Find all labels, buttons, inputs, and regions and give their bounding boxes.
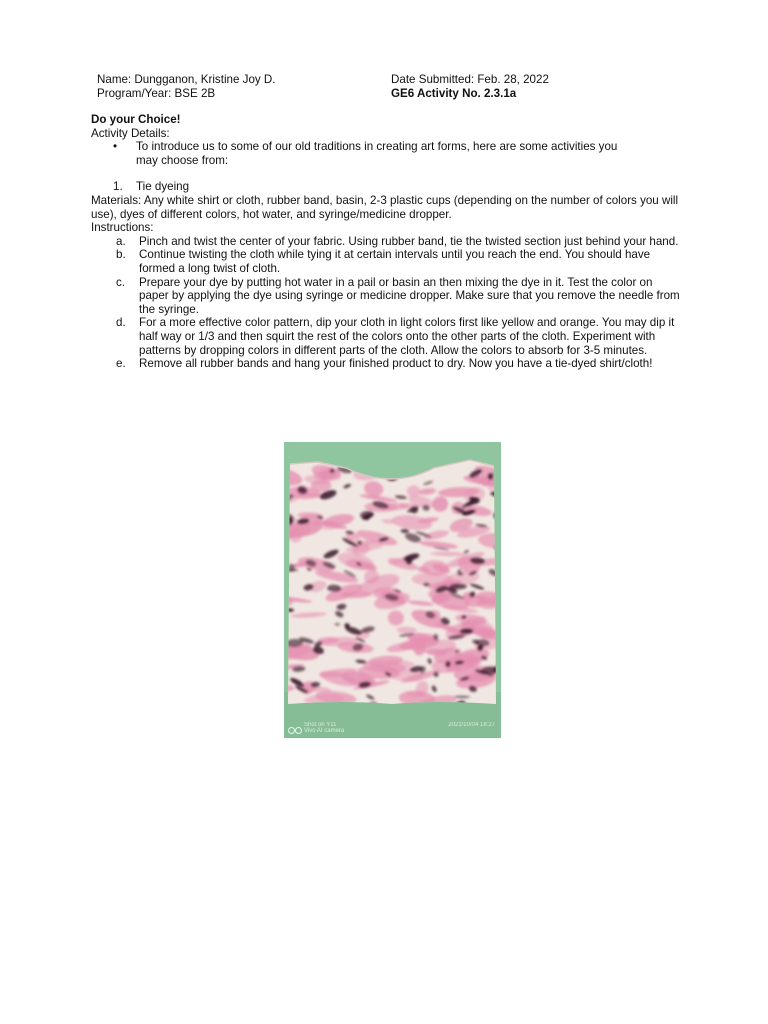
shirt-fabric bbox=[284, 442, 501, 738]
watermark-line-1: Shot on Y11 bbox=[304, 722, 337, 728]
step-marker: a. bbox=[116, 234, 126, 248]
photo-timestamp: 2021/10/04 18:27 bbox=[448, 722, 495, 729]
instruction-step bbox=[91, 276, 684, 317]
instruction-step bbox=[91, 316, 684, 357]
student-name: Name: Dungganon, Kristine Joy D. bbox=[97, 73, 276, 86]
step-text: Remove all rubber bands and hang your finished product to dry. Now you have a tie-dyed shirt/cloth! bbox=[139, 357, 653, 371]
dark-dye-blot bbox=[449, 583, 467, 589]
step-text: Prepare your dye by putting hot water in a pail or basin an then mixing the dye in it. Test the color on paper by applying the dye using syringe or medicine dropper. Make sure that you remove the needle from the syringe. bbox=[139, 275, 680, 316]
activity-number: GE6 Activity No. 2.3.1a bbox=[391, 87, 517, 100]
materials-text: Materials: Any white shirt or cloth, rubber band, basin, 2-3 plastic cups (depending on the number of colors you will use), dyes of different colors, hot water, and syringe/medicine dropper. bbox=[91, 193, 679, 221]
instruction-step bbox=[91, 357, 684, 371]
activity-content bbox=[91, 113, 691, 371]
activity-title: Do your Choice! bbox=[91, 113, 181, 126]
intro-text-line-2: may choose from: bbox=[136, 153, 229, 167]
camera-watermark-icon bbox=[288, 727, 302, 734]
instruction-step bbox=[91, 235, 684, 249]
bullet-icon: • bbox=[113, 140, 118, 154]
tie-dyed-shirt-image bbox=[284, 442, 501, 738]
tie-dyed-shirt-photo bbox=[284, 442, 501, 738]
header-left bbox=[97, 73, 276, 101]
camera-watermark bbox=[304, 722, 344, 734]
step-marker: e. bbox=[116, 357, 126, 371]
intro-text-line-1: To introduce us to some of our old traditions in creating art forms, here are some activities you bbox=[136, 140, 618, 154]
date-submitted: Date Submitted: Feb. 28, 2022 bbox=[391, 73, 549, 86]
item-title: Tie dyeing bbox=[136, 180, 190, 194]
instruction-step bbox=[91, 248, 684, 275]
header-right bbox=[391, 73, 549, 101]
step-text: Pinch and twist the center of your fabric. Using rubber band, tie the twisted section just behind your hand. bbox=[139, 234, 679, 248]
numbered-item-tie-dyeing bbox=[91, 180, 691, 194]
intro-bullet-item bbox=[91, 140, 691, 167]
step-marker: d. bbox=[116, 316, 126, 330]
watermark-line-2: Vivo AI camera bbox=[304, 728, 345, 734]
activity-details-label: Activity Details: bbox=[91, 126, 170, 140]
step-text: For a more effective color pattern, dip your cloth in light colors first like yellow and orange. You may dip it half way or 1/3 and then squirt the rest of the colors onto the other parts of the cloth. Experiment with patterns by dropping colors in different parts of the cloth. Allow the colors to absorb for 3-5 minutes. bbox=[139, 316, 675, 357]
program-year: Program/Year: BSE 2B bbox=[97, 87, 216, 100]
step-text: Continue twisting the cloth while tying it at certain intervals until you reach the end. You should have formed a long twist of cloth. bbox=[139, 248, 651, 275]
step-marker: c. bbox=[116, 275, 126, 289]
item-number: 1. bbox=[113, 180, 123, 194]
step-marker: b. bbox=[116, 248, 126, 262]
instructions-label: Instructions: bbox=[91, 221, 154, 235]
instruction-steps bbox=[91, 235, 691, 371]
